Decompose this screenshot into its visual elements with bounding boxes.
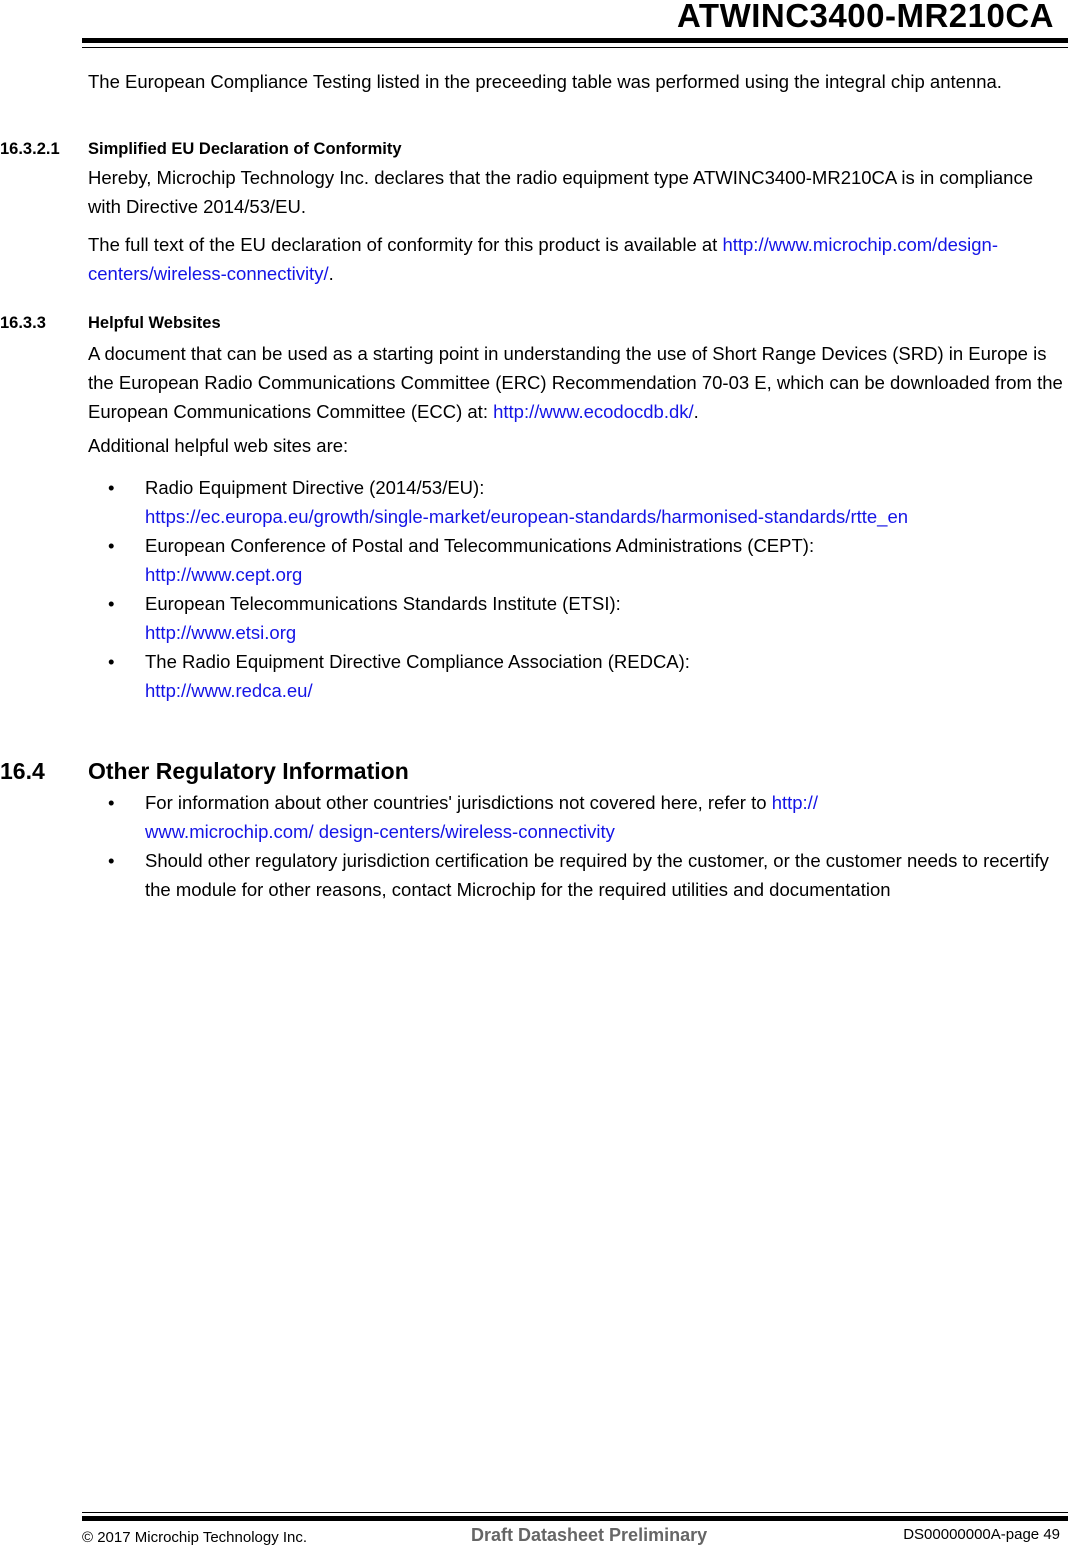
microchip-link-part1[interactable]: http://	[771, 792, 818, 813]
list-item-redca	[145, 647, 1065, 705]
page-number: DS00000000A-page 49	[903, 1526, 1060, 1543]
copyright-text: © 2017 Microchip Technology Inc.	[82, 1529, 308, 1546]
section-title-16321: Simplified EU Declaration of Conformity	[88, 140, 402, 158]
srd-text: A document that can be used as a starting point in understanding the use of Short Range Devices (SRD) in Europe is the European Radio Communications Committee (ERC) Recommendation 70-03 E, which can be downloaded from the European Communications Committee (ECC) at:	[88, 343, 1063, 422]
full-text-paragraph	[88, 230, 1063, 288]
etsi-link[interactable]: http://www.etsi.org	[145, 622, 297, 643]
additional-sites-paragraph: Additional helpful web sites are:	[88, 435, 349, 456]
list-item-etsi	[145, 589, 1065, 647]
list-item-label: Radio Equipment Directive (2014/53/EU):	[145, 477, 485, 498]
bullet-glyph: •	[108, 593, 115, 614]
list-item-label: European Conference of Postal and Telecommunications Administrations (CEPT):	[145, 535, 815, 556]
full-text-suffix: .	[328, 263, 334, 284]
other-countries-text: For information about other countries' jurisdictions not covered here, refer to	[145, 792, 772, 813]
list-item-other-countries	[145, 788, 1065, 846]
bullet-glyph: •	[108, 792, 115, 813]
bullet-glyph: •	[108, 651, 115, 672]
declaration-paragraph: Hereby, Microchip Technology Inc. declares that the radio equipment type ATWINC3400-MR210CA is in compliance with Directive 2014/53/EU.	[88, 167, 1033, 217]
intro-paragraph: The European Compliance Testing listed in the preceeding table was performed using the integral chip antenna.	[88, 71, 1002, 92]
srd-suffix: .	[693, 401, 699, 422]
footer-rule-thin	[82, 1512, 1068, 1513]
microchip-design-centers-link[interactable]: http://www.microchip.com/design-centers/wireless-connectivity/	[88, 234, 998, 284]
list-item-cept	[145, 531, 1065, 589]
section-number-164: 16.4	[0, 758, 45, 784]
bullet-glyph: •	[108, 535, 115, 556]
header-rule-thick	[82, 38, 1068, 43]
list-item-recertify: Should other regulatory jurisdiction certification be required by the customer, or the customer needs to recertify the module for other reasons, contact Microchip for the required utilities and documentation	[145, 850, 1049, 900]
ecodocdb-link[interactable]: http://www.ecodocdb.dk/	[493, 401, 694, 422]
cept-link[interactable]: http://www.cept.org	[145, 564, 303, 585]
srd-paragraph	[88, 339, 1063, 426]
footer-rule-thick	[82, 1516, 1068, 1521]
bullet-glyph: •	[108, 477, 115, 498]
header-rule-thin	[82, 47, 1068, 48]
list-item-label: European Telecommunications Standards Institute (ETSI):	[145, 593, 621, 614]
redca-link[interactable]: http://www.redca.eu/	[145, 680, 313, 701]
document-title: ATWINC3400-MR210CA	[677, 0, 1054, 34]
full-text-prefix: The full text of the EU declaration of conformity for this product is available at	[88, 234, 723, 255]
section-title-1633: Helpful Websites	[88, 314, 221, 332]
section-number-16321: 16.3.2.1	[0, 140, 60, 158]
list-item-red	[145, 473, 1065, 531]
microchip-link-part2[interactable]: www.microchip.com/ design-centers/wireless-connectivity	[145, 821, 615, 842]
list-item-label: The Radio Equipment Directive Compliance Association (REDCA):	[145, 651, 690, 672]
bullet-glyph: •	[108, 850, 115, 871]
section-number-1633: 16.3.3	[0, 314, 46, 332]
draft-label: Draft Datasheet Preliminary	[471, 1525, 708, 1545]
section-title-164: Other Regulatory Information	[88, 758, 409, 784]
red-link[interactable]: https://ec.europa.eu/growth/single-market/european-standards/harmonised-standards/rtte_en	[145, 506, 909, 527]
